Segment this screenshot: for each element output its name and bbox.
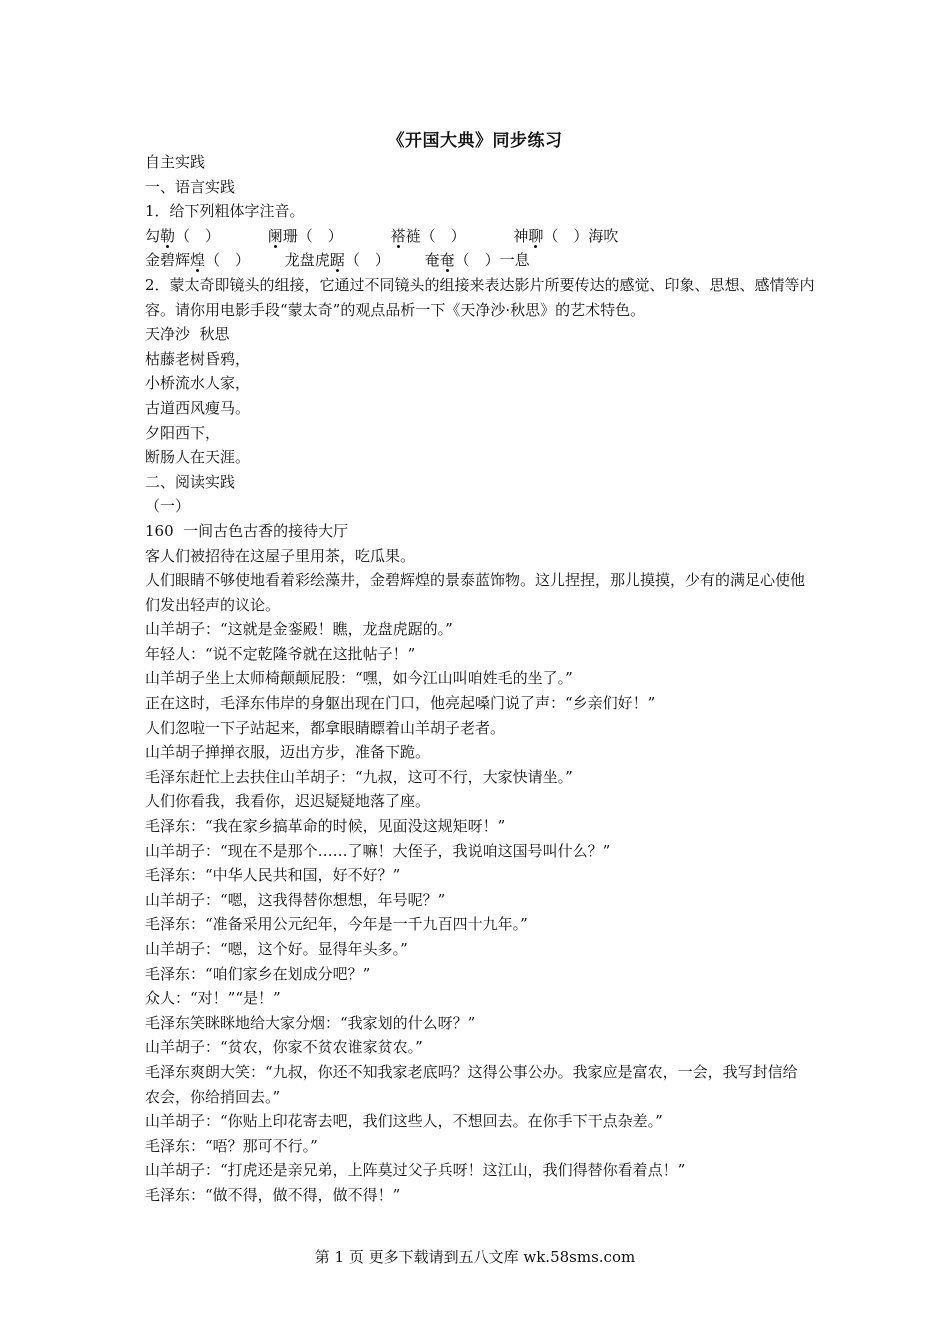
script-line: 毛泽东：“做不得，做不得，做不得！” <box>145 1185 401 1204</box>
script-line: 山羊胡子：“这就是金銮殿！瞧，龙盘虎踞的。” <box>145 620 453 639</box>
script-line: 正在这时，毛泽东伟岸的身躯出现在门口，他亮起嗓门说了声：“乡亲们好！” <box>145 694 656 713</box>
script-line: 毛泽东笑眯眯地给大家分烟：“我家划的什么呀？” <box>145 1013 476 1032</box>
pinyin-item: 勾勒（ ） <box>145 226 221 245</box>
script-line: 年轻人：“说不定乾隆爷就在这批帖子！” <box>145 644 416 663</box>
script-line: 山羊胡子：“嗯，这我得替你想想，年号呢？” <box>145 890 446 909</box>
poem-line: 古道西风瘦马。 <box>145 398 251 417</box>
pinyin-item: 奄奄（ ）一息 <box>424 251 530 270</box>
section-heading: 二、阅读实践 <box>145 472 236 491</box>
script-line: 山羊胡子：“贫农，你家不贫农谁家贫农。” <box>145 1038 423 1057</box>
script-line: 山羊胡子：“打虎还是亲兄弟，上阵莫过父子兵呀！这江山，我们得替你看着点！” <box>145 1161 686 1180</box>
pinyin-row-2 <box>145 248 825 273</box>
script-line: 众人：“对！”“是！” <box>145 989 281 1008</box>
page-footer: 第 1 页 更多下载请到五八文库 wk.58sms.com <box>314 1248 636 1266</box>
script-line: 人们你看我，我看你，迟迟疑疑地落了座。 <box>145 792 431 811</box>
question-2: 2．蒙太奇即镜头的组接，它通过不同镜头的组接来表达影片所要传达的感觉、印象、思想、感情等内容。请你用电影手段“蒙太奇”的观点品析一下《天净沙·秋思》的艺术特色。 <box>145 275 815 319</box>
part-label: （一） <box>145 497 191 516</box>
script-line: 山羊胡子：“嗯，这个好。显得年头多。” <box>145 940 408 958</box>
script-line: 毛泽东爽朗大笑：“九叔，你还不知我家老底吗？这得公事公办。我家应是富农，一会，我写封信给农会，你给捎回去。” <box>145 1062 798 1106</box>
pinyin-item: 龙盘虎踞（ ） <box>284 251 390 270</box>
script-line: 毛泽东：“准备采用公元纪年，今年是一千九百四十九年。” <box>145 915 528 934</box>
script-line: 毛泽东：“唔？那可不行。” <box>145 1136 318 1155</box>
poem-line: 小桥流水人家， <box>145 374 251 393</box>
script-line: 毛泽东赶忙上去扶住山羊胡子：“九叔，这可不行，大家快请坐。” <box>145 767 573 786</box>
pinyin-item: 神聊（ ）海吹 <box>513 226 619 245</box>
section-heading: 自主实践 <box>145 153 206 171</box>
poem-line: 断肠人在天涯。 <box>145 448 251 467</box>
script-line: 客人们被招待在这屋子里用茶，吃瓜果。 <box>145 546 416 565</box>
script-line: 毛泽东：“咱们家乡在划成分吧？” <box>145 964 371 983</box>
script-line: 毛泽东：“中华人民共和国，好不好？” <box>145 866 401 885</box>
poem-line: 枯藤老树昏鸦， <box>145 349 251 368</box>
section-heading: 一、语言实践 <box>145 177 236 196</box>
question-1: 1．给下列粗体字注音。 <box>145 202 305 221</box>
script-line: 人们忽啦一下子站起来，都拿眼睛瞟着山羊胡子老者。 <box>145 718 506 737</box>
script-line: 160 一间古色古香的接待大厅 <box>145 521 349 540</box>
pinyin-row-1 <box>145 224 825 249</box>
script-line: 山羊胡子掸掸衣服，迈出方步，准备下跪。 <box>145 743 431 762</box>
poem-title: 天净沙 秋思 <box>145 325 230 344</box>
poem-line: 夕阳西下， <box>145 423 221 442</box>
script-line: 山羊胡子：“现在不是那个……了嘛！大侄子，我说咱这国号叫什么？” <box>145 841 611 860</box>
document-title: 《开国大典》同步练习 <box>387 131 563 151</box>
document-body <box>145 150 825 1208</box>
script-line: 山羊胡子：“你贴上印花寄去吧，我们这些人，不想回去。在你手下干点杂差。” <box>145 1112 663 1131</box>
pinyin-item: 金碧辉煌（ ） <box>145 251 251 270</box>
script-line: 山羊胡子坐上太师椅颠颠屁股：“嘿，如今江山叫咱姓毛的坐了。” <box>145 669 573 688</box>
script-line: 毛泽东：“我在家乡搞革命的时候，见面没这规矩呀！” <box>145 817 506 836</box>
script-line: 人们眼睛不够使地看着彩绘藻井，金碧辉煌的景泰蓝饰物。这儿捏捏，那儿摸摸，少有的满足心使他们发出轻声的议论。 <box>145 571 806 614</box>
pinyin-item: 阑珊（ ） <box>267 226 343 245</box>
pinyin-item: 褡裢（ ） <box>390 226 466 245</box>
